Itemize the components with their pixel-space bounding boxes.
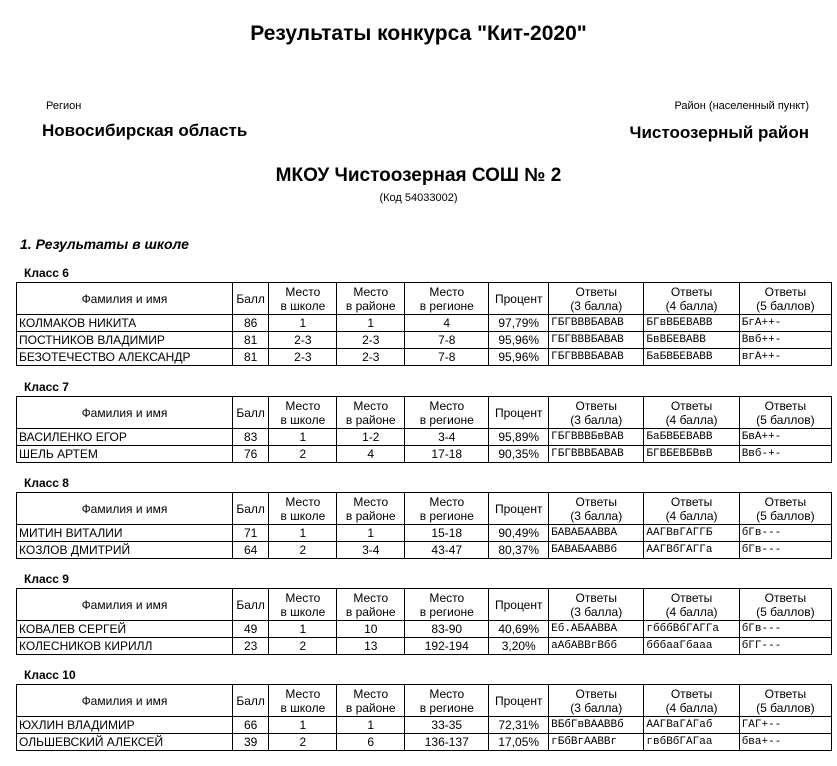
place-school-header-text: в школе	[280, 700, 326, 715]
class-block	[16, 668, 832, 751]
score-cell: 66	[232, 717, 268, 734]
answers-5-header-text: (5 баллов)	[756, 508, 815, 523]
place-district-header	[337, 283, 405, 315]
answers-3-cell: аАбАВВгВбб	[549, 638, 644, 655]
place-region-header	[405, 283, 489, 315]
class-block	[16, 572, 832, 655]
answers-5-cell: бГв---	[739, 542, 831, 559]
results-table	[16, 492, 832, 559]
table-row	[17, 349, 832, 366]
class-label: Класс 9	[24, 572, 69, 586]
place-school-cell: 1	[269, 717, 337, 734]
answers-3-cell: гБбВгААВВг	[549, 734, 644, 751]
page-title: Результаты конкурса "Кит-2020"	[250, 22, 587, 45]
place-school-header-text: в школе	[280, 508, 326, 523]
place-region-header	[405, 493, 489, 525]
answers-3-header	[549, 283, 644, 315]
place-district-cell: 1-2	[337, 429, 405, 446]
answers-5-cell: бва+--	[739, 734, 831, 751]
results-table	[16, 282, 832, 366]
answers-3-header	[549, 589, 644, 621]
place-school-header	[269, 493, 337, 525]
place-school-cell: 2	[269, 542, 337, 559]
score-header	[232, 283, 268, 315]
place-district-header-text: Место	[353, 494, 389, 509]
student-name: ВАСИЛЕНКО ЕГОР	[17, 429, 233, 446]
class-label: Класс 8	[24, 476, 69, 490]
answers-3-header	[549, 493, 644, 525]
answers-5-header-text: (5 баллов)	[756, 298, 815, 313]
place-district-cell: 6	[337, 734, 405, 751]
district-label: Район (населенный пункт)	[674, 100, 809, 112]
answers-3-cell: БАВАБААВВб	[549, 542, 644, 559]
answers-4-cell: бббааГбааа	[644, 638, 739, 655]
answers-4-header-text: (4 балла)	[665, 700, 718, 715]
place-region-header-text: в регионе	[419, 700, 474, 715]
name-header	[17, 397, 233, 429]
answers-4-header	[644, 493, 739, 525]
name-header-text: Фамилия и имя	[81, 291, 168, 306]
answers-5-header-text: (5 баллов)	[756, 412, 815, 427]
percent-cell: 95,96%	[489, 332, 549, 349]
region-label: Регион	[46, 100, 82, 112]
place-region-cell: 136-137	[405, 734, 489, 751]
percent-cell: 40,69%	[489, 621, 549, 638]
percent-header-text: Процент	[494, 291, 543, 306]
class-label: Класс 10	[24, 668, 76, 682]
class-label: Класс 6	[24, 266, 69, 280]
place-district-header-text: в районе	[345, 604, 396, 619]
place-school-cell: 2	[269, 446, 337, 463]
percent-header-text: Процент	[494, 693, 543, 708]
answers-5-header-text: Ответы	[764, 686, 807, 701]
place-district-cell: 10	[337, 621, 405, 638]
table-row	[17, 621, 832, 638]
score-cell: 81	[232, 349, 268, 366]
student-name: ПОСТНИКОВ ВЛАДИМИР	[17, 332, 233, 349]
place-region-cell: 83-90	[405, 621, 489, 638]
percent-cell: 17,05%	[489, 734, 549, 751]
answers-4-header-text: (4 балла)	[665, 298, 718, 313]
name-header-text: Фамилия и имя	[81, 693, 168, 708]
place-school-header	[269, 685, 337, 717]
place-school-header-text: в школе	[280, 412, 326, 427]
class-label: Класс 7	[24, 380, 69, 394]
percent-cell: 80,37%	[489, 542, 549, 559]
place-district-cell: 2-3	[337, 332, 405, 349]
place-school-cell: 1	[269, 315, 337, 332]
answers-5-cell: бГГ---	[739, 638, 831, 655]
answers-5-cell: бГв---	[739, 525, 831, 542]
answers-3-cell: ГБГВВВБАВАВ	[549, 446, 644, 463]
student-name: КОЛЕСНИКОВ КИРИЛЛ	[17, 638, 233, 655]
answers-3-cell: Еб.АБААВВА	[549, 621, 644, 638]
score-cell: 23	[232, 638, 268, 655]
answers-5-header	[739, 397, 831, 429]
class-block	[16, 476, 832, 559]
table-row	[17, 315, 832, 332]
place-district-header-text: Место	[353, 686, 389, 701]
place-region-cell: 192-194	[405, 638, 489, 655]
score-header-text: Балл	[236, 405, 265, 420]
answers-5-header-text: (5 баллов)	[756, 700, 815, 715]
place-district-header	[337, 685, 405, 717]
answers-5-cell: вгА++-	[739, 349, 831, 366]
table-row	[17, 525, 832, 542]
score-header	[232, 589, 268, 621]
score-header	[232, 493, 268, 525]
answers-5-cell: БвА++-	[739, 429, 831, 446]
answers-5-header	[739, 589, 831, 621]
answers-3-header-text: (3 балла)	[570, 604, 623, 619]
name-header	[17, 283, 233, 315]
score-header	[232, 685, 268, 717]
answers-4-cell: БГВБЕВБВвВ	[644, 446, 739, 463]
header-row	[17, 397, 832, 429]
place-school-header	[269, 589, 337, 621]
place-district-header-text: в районе	[345, 508, 396, 523]
place-school-header-text: Место	[285, 284, 321, 299]
place-region-header	[405, 397, 489, 429]
table-row	[17, 332, 832, 349]
answers-4-cell: гвбВбГАГаа	[644, 734, 739, 751]
place-school-header-text: в школе	[280, 298, 326, 313]
place-district-header-text: Место	[353, 398, 389, 413]
place-school-cell: 2-3	[269, 332, 337, 349]
answers-5-cell: Ввб-+-	[739, 446, 831, 463]
score-cell: 39	[232, 734, 268, 751]
student-name: ОЛЬШЕВСКИЙ АЛЕКСЕЙ	[17, 734, 233, 751]
answers-4-header	[644, 397, 739, 429]
score-cell: 64	[232, 542, 268, 559]
student-name: БЕЗОТЕЧЕСТВО АЛЕКСАНДР	[17, 349, 233, 366]
name-header-text: Фамилия и имя	[81, 597, 168, 612]
place-school-cell: 2-3	[269, 349, 337, 366]
place-school-cell: 2	[269, 734, 337, 751]
answers-3-cell: ВБбГвВААВВб	[549, 717, 644, 734]
place-region-header-text: Место	[429, 494, 465, 509]
place-district-cell: 1	[337, 525, 405, 542]
place-region-cell: 3-4	[405, 429, 489, 446]
place-region-cell: 7-8	[405, 349, 489, 366]
answers-3-header-text: Ответы	[575, 398, 617, 413]
place-region-header-text: в регионе	[419, 508, 474, 523]
percent-header-text: Процент	[494, 597, 543, 612]
place-region-header-text: Место	[429, 398, 465, 413]
place-region-cell: 7-8	[405, 332, 489, 349]
place-region-header-text: в регионе	[419, 298, 474, 313]
score-header-text: Балл	[236, 501, 265, 516]
answers-4-header	[644, 283, 739, 315]
place-school-header-text: Место	[285, 686, 321, 701]
place-region-header-text: в регионе	[419, 412, 474, 427]
answers-3-cell: ГБГВВВБвВАВ	[549, 429, 644, 446]
answers-4-cell: ААГВвГАГГБ	[644, 525, 739, 542]
answers-4-cell: гбббВбГАГГа	[644, 621, 739, 638]
percent-header-text: Процент	[494, 501, 543, 516]
name-header-text: Фамилия и имя	[81, 405, 168, 420]
place-district-header-text: в районе	[345, 700, 396, 715]
class-block	[16, 266, 832, 366]
answers-4-header-text: (4 балла)	[665, 508, 718, 523]
place-district-cell: 1	[337, 315, 405, 332]
place-district-header-text: в районе	[345, 412, 396, 427]
answers-3-cell: ГБГВВВБАВАВ	[549, 332, 644, 349]
place-school-header-text: Место	[285, 590, 321, 605]
place-region-header-text: Место	[429, 686, 465, 701]
score-cell: 81	[232, 332, 268, 349]
student-name: ШЕЛЬ АРТЕМ	[17, 446, 233, 463]
place-region-header-text: Место	[429, 590, 465, 605]
place-district-cell: 13	[337, 638, 405, 655]
table-row	[17, 734, 832, 751]
table-row	[17, 638, 832, 655]
answers-4-header-text: Ответы	[670, 494, 713, 509]
section-title: 1. Результаты в школе	[20, 236, 189, 252]
results-table	[16, 396, 832, 463]
class-block	[16, 380, 832, 463]
place-school-header-text: Место	[285, 494, 321, 509]
table-row	[17, 717, 832, 734]
answers-4-cell: БвВБЕВАВВ	[644, 332, 739, 349]
name-header	[17, 589, 233, 621]
answers-4-header-text: Ответы	[670, 686, 713, 701]
place-school-cell: 1	[269, 621, 337, 638]
results-table	[16, 684, 832, 751]
answers-3-header-text: Ответы	[575, 686, 617, 701]
answers-3-cell: ГБГВВВБАВАВ	[549, 315, 644, 332]
answers-3-header-text: (3 балла)	[570, 298, 623, 313]
student-name: МИТИН ВИТАЛИИ	[17, 525, 233, 542]
score-cell: 49	[232, 621, 268, 638]
place-school-cell: 1	[269, 429, 337, 446]
percent-header	[489, 589, 549, 621]
answers-4-header	[644, 685, 739, 717]
score-cell: 71	[232, 525, 268, 542]
name-header-text: Фамилия и имя	[81, 501, 168, 516]
score-cell: 76	[232, 446, 268, 463]
answers-4-header-text: Ответы	[670, 398, 713, 413]
header-row	[17, 685, 832, 717]
place-district-header	[337, 397, 405, 429]
results-table	[16, 588, 832, 655]
place-region-cell: 17-18	[405, 446, 489, 463]
answers-4-cell: БаБВБЕВАВВ	[644, 349, 739, 366]
score-header-text: Балл	[236, 597, 265, 612]
table-row	[17, 429, 832, 446]
place-region-header-text: в регионе	[419, 604, 474, 619]
region-value: Новосибирская область	[42, 121, 248, 140]
answers-3-header-text: Ответы	[575, 494, 617, 509]
answers-4-header-text: (4 балла)	[665, 604, 718, 619]
name-header	[17, 493, 233, 525]
answers-3-header	[549, 397, 644, 429]
answers-4-cell: ААГВбГАГГа	[644, 542, 739, 559]
answers-3-header-text: Ответы	[575, 590, 617, 605]
percent-cell: 95,89%	[489, 429, 549, 446]
answers-5-header-text: Ответы	[764, 590, 807, 605]
place-school-header-text: в школе	[280, 604, 326, 619]
percent-header	[489, 397, 549, 429]
place-region-cell: 33-35	[405, 717, 489, 734]
header-row	[17, 283, 832, 315]
place-school-header	[269, 283, 337, 315]
place-region-cell: 15-18	[405, 525, 489, 542]
place-school-header	[269, 397, 337, 429]
place-district-header-text: Место	[353, 284, 389, 299]
place-region-header	[405, 685, 489, 717]
answers-5-cell: бГв---	[739, 621, 831, 638]
place-district-header	[337, 589, 405, 621]
percent-cell: 90,35%	[489, 446, 549, 463]
student-name: КОЗЛОВ ДМИТРИЙ	[17, 542, 233, 559]
percent-cell: 97,79%	[489, 315, 549, 332]
answers-5-header-text: Ответы	[764, 284, 807, 299]
table-row	[17, 542, 832, 559]
place-school-cell: 1	[269, 525, 337, 542]
answers-5-header	[739, 283, 831, 315]
header-row	[17, 493, 832, 525]
place-district-header-text: в районе	[345, 298, 396, 313]
place-region-cell: 43-47	[405, 542, 489, 559]
percent-header	[489, 493, 549, 525]
answers-4-header-text: Ответы	[670, 590, 713, 605]
answers-5-header-text: Ответы	[764, 494, 807, 509]
percent-cell: 90,49%	[489, 525, 549, 542]
percent-cell: 95,96%	[489, 349, 549, 366]
place-region-header	[405, 589, 489, 621]
answers-4-cell: БГвВБЕВАВВ	[644, 315, 739, 332]
answers-4-header-text: Ответы	[670, 284, 713, 299]
answers-5-cell: БгА++-	[739, 315, 831, 332]
place-district-header-text: Место	[353, 590, 389, 605]
place-region-header-text: Место	[429, 284, 465, 299]
school-name: МКОУ Чистоозерная СОШ № 2	[275, 165, 562, 186]
place-school-cell: 2	[269, 638, 337, 655]
answers-5-header	[739, 493, 831, 525]
answers-3-header-text: (3 балла)	[570, 412, 623, 427]
answers-5-header	[739, 685, 831, 717]
place-district-cell: 4	[337, 446, 405, 463]
place-district-cell: 3-4	[337, 542, 405, 559]
place-school-header-text: Место	[285, 398, 321, 413]
answers-5-cell: ГАГ+--	[739, 717, 831, 734]
score-header-text: Балл	[236, 291, 265, 306]
answers-3-header-text: (3 балла)	[570, 508, 623, 523]
percent-cell: 72,31%	[489, 717, 549, 734]
answers-4-cell: БаБВБЕВАВВ	[644, 429, 739, 446]
school-code: (Код 54033002)	[379, 192, 458, 204]
score-header-text: Балл	[236, 693, 265, 708]
percent-cell: 3,20%	[489, 638, 549, 655]
student-name: КОЛМАКОВ НИКИТА	[17, 315, 233, 332]
answers-4-header	[644, 589, 739, 621]
answers-3-header	[549, 685, 644, 717]
answers-3-header-text: (3 балла)	[570, 700, 623, 715]
score-cell: 83	[232, 429, 268, 446]
answers-3-cell: БАВАБААВВА	[549, 525, 644, 542]
place-district-cell: 1	[337, 717, 405, 734]
answers-5-cell: Ввб++-	[739, 332, 831, 349]
answers-4-cell: ААГВаГАГаб	[644, 717, 739, 734]
district-value: Чистоозерный район	[629, 123, 809, 142]
student-name: ЮХЛИН ВЛАДИМИР	[17, 717, 233, 734]
answers-5-header-text: (5 баллов)	[756, 604, 815, 619]
table-row	[17, 446, 832, 463]
percent-header	[489, 283, 549, 315]
answers-4-header-text: (4 балла)	[665, 412, 718, 427]
percent-header-text: Процент	[494, 405, 543, 420]
place-district-cell: 2-3	[337, 349, 405, 366]
answers-3-header-text: Ответы	[575, 284, 617, 299]
name-header	[17, 685, 233, 717]
score-header	[232, 397, 268, 429]
score-cell: 86	[232, 315, 268, 332]
student-name: КОВАЛЕВ СЕРГЕЙ	[17, 621, 233, 638]
answers-5-header-text: Ответы	[764, 398, 807, 413]
place-region-cell: 4	[405, 315, 489, 332]
header-row	[17, 589, 832, 621]
percent-header	[489, 685, 549, 717]
answers-3-cell: ГБГВВВБАВАВ	[549, 349, 644, 366]
place-district-header	[337, 493, 405, 525]
